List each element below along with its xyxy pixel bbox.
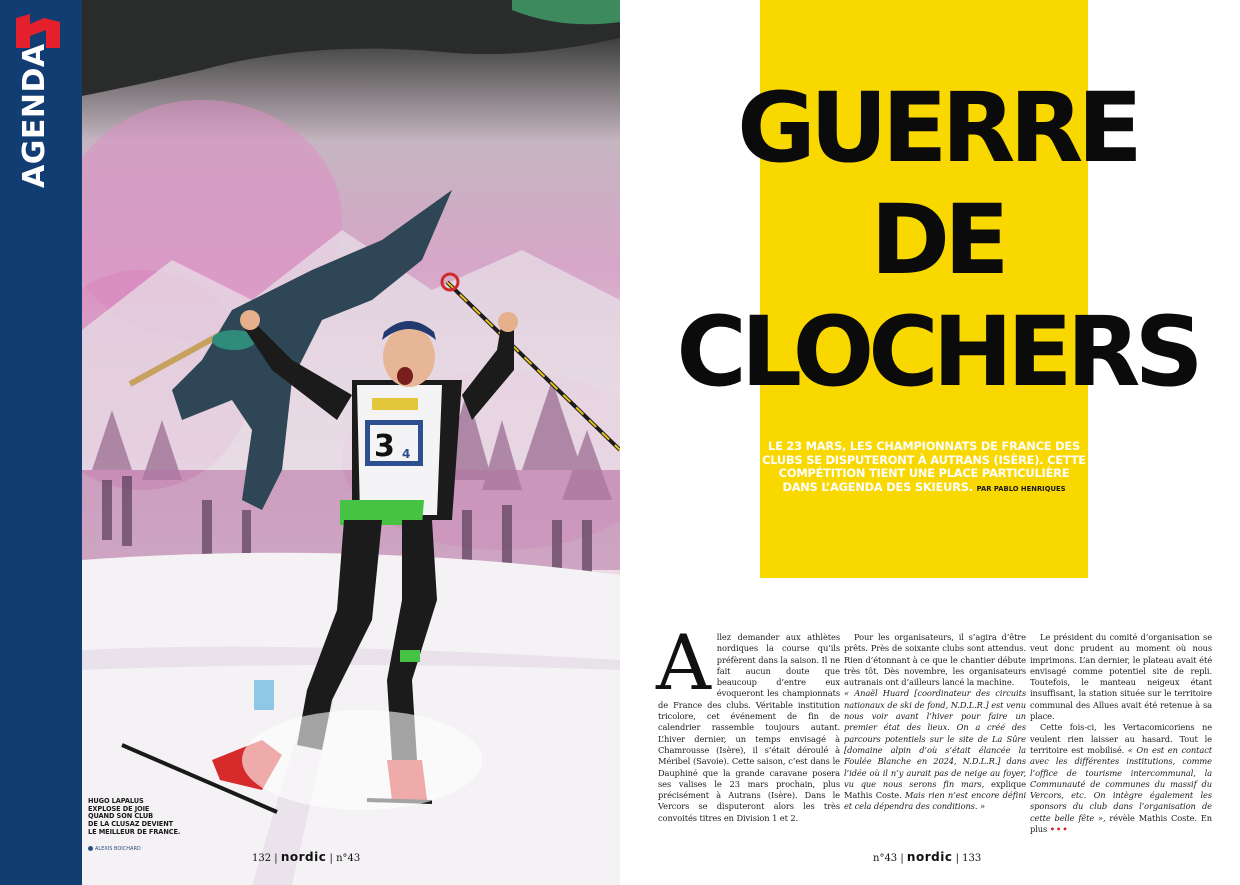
page-number: 132 bbox=[252, 853, 272, 864]
title-line: DE bbox=[870, 184, 1004, 296]
brand-name: nordic bbox=[280, 850, 327, 864]
paragraph: llez demander aux athlètes nordiques la course qu’ils préfèrent dans la saison. Il ne fait aucun doute que beaucoup d’entre eux évoqueront les championnats de France des clubs. Véritable institution tricolore, cet événement de fin de calendrier rassemble toujours autant. L’hiver dernier, un temps envisagé à Chamrousse (Isère), il s’était déroulé à Méribel (Savoie). Cette saison, c’est dans le Dauphiné que la grande caravane posera ses valises le 23 mars prochain, plus précisément à Autrans (Isère). Dans le Vercors se disputeront alors les très convoités titres en Division 1 et 2. bbox=[658, 632, 840, 823]
camera-icon bbox=[88, 846, 93, 851]
lead-text: LE 23 MARS, LES CHAMPIONNATS DE FRANCE DES CLUBS SE DISPUTERONT À AUTRANS (ISÈRE). CETTE COMPÉTITION TIENT UNE PLACE PARTICULIÈRE DANS L’AGENDA DES SKIEURS. bbox=[762, 439, 1086, 494]
paragraph bbox=[1030, 722, 1212, 835]
bib-number: 3 bbox=[374, 429, 395, 464]
photo-caption bbox=[88, 798, 180, 837]
paragraph bbox=[844, 688, 1026, 812]
paragraph: Pour les organisateurs, il s’agira d’être prêts. Près de soixante clubs sont attendus. Rien d’étonnant à ce que le chantier débute très tôt. Dès novembre, les organisateurs autranais ont d’ailleurs lancé la machine. bbox=[844, 632, 1026, 688]
credit-text: ALEXIS BOICHARD bbox=[95, 846, 141, 852]
quote: Mais rien n’est encore défini et cela dépendra des conditions. » bbox=[844, 790, 1027, 812]
bib-small-number: 4 bbox=[402, 447, 411, 461]
photo-credit bbox=[88, 846, 141, 852]
title-line: CLOCHERS bbox=[676, 296, 1198, 408]
caption-line: QUAND SON CLUB bbox=[88, 812, 154, 821]
caption-line: EXPLOSE DE JOIE bbox=[88, 804, 150, 813]
section-label: AGENDA bbox=[17, 43, 52, 188]
article-column-2 bbox=[844, 632, 1026, 813]
caption-line: LE MEILLEUR DE FRANCE. bbox=[88, 827, 181, 836]
article-column-3 bbox=[1030, 632, 1212, 835]
article-title bbox=[638, 72, 1236, 408]
section-band bbox=[0, 0, 82, 885]
article-column-1 bbox=[656, 618, 840, 824]
attribution: révèle Mathis Coste. En plus bbox=[1030, 812, 1212, 835]
paragraph: Le président du comité d’organisation se veut donc prudent au moment où nous imprimons. L’an dernier, le plateau avait été envisagé comme potentiel site de repli. Toutefois, le manteau neigeux étant insuffisant, la station située sur le territoire communal des Allues avait été retenue à sa place. bbox=[1030, 632, 1212, 722]
issue-number: n°43 bbox=[336, 853, 361, 864]
article-lead bbox=[760, 440, 1088, 496]
paragraph-text: Cette fois-ci, les Vertacomicoriens ne veulent rien laisser au hasard. Tout le territoire est mobilisé. bbox=[1030, 722, 1212, 755]
issue-number: n°43 bbox=[873, 853, 898, 864]
drop-cap: A bbox=[656, 618, 711, 707]
page-number: 133 bbox=[962, 853, 982, 864]
caption-line: DE LA CLUSAZ DEVIENT bbox=[88, 820, 174, 829]
folio-left: 132 | nordic | n°43 bbox=[252, 850, 361, 864]
attribution: explique Mathis Coste. bbox=[844, 778, 1026, 801]
hero-photo bbox=[82, 0, 620, 885]
byline: PAR PABLO HENRIQUES bbox=[976, 484, 1066, 493]
quote: « On est en contact avec les différentes institutions, comme l’office de tourisme intercommunal, la Communauté de communes du massif du Vercors, etc. On intègre également les sponsors du club dans l’organisation de cette belle fête », bbox=[1030, 744, 1213, 823]
brand-name: nordic bbox=[906, 850, 953, 864]
quote: « Anaël Huard [coordinateur des circuits nationaux de ski de fond, N.D.L.R.] est venu nous voir avant l’hiver pour faire un premier état des lieux. On a créé des parcours potentiels sur le site de La Sûre [domaine alpin d’où s’était élancée la Foulée Blanche en 2024, N.D.L.R.] dans l’idée où il n’y aurait pas de neige au foyer, vu que nous serons fin mars, bbox=[844, 688, 1026, 789]
title-line: GUERRE bbox=[737, 72, 1137, 184]
continue-marker: ••• bbox=[1049, 824, 1069, 835]
folio-right: n°43 | nordic | 133 bbox=[873, 850, 982, 864]
caption-line: HUGO LAPALUS bbox=[88, 797, 144, 805]
